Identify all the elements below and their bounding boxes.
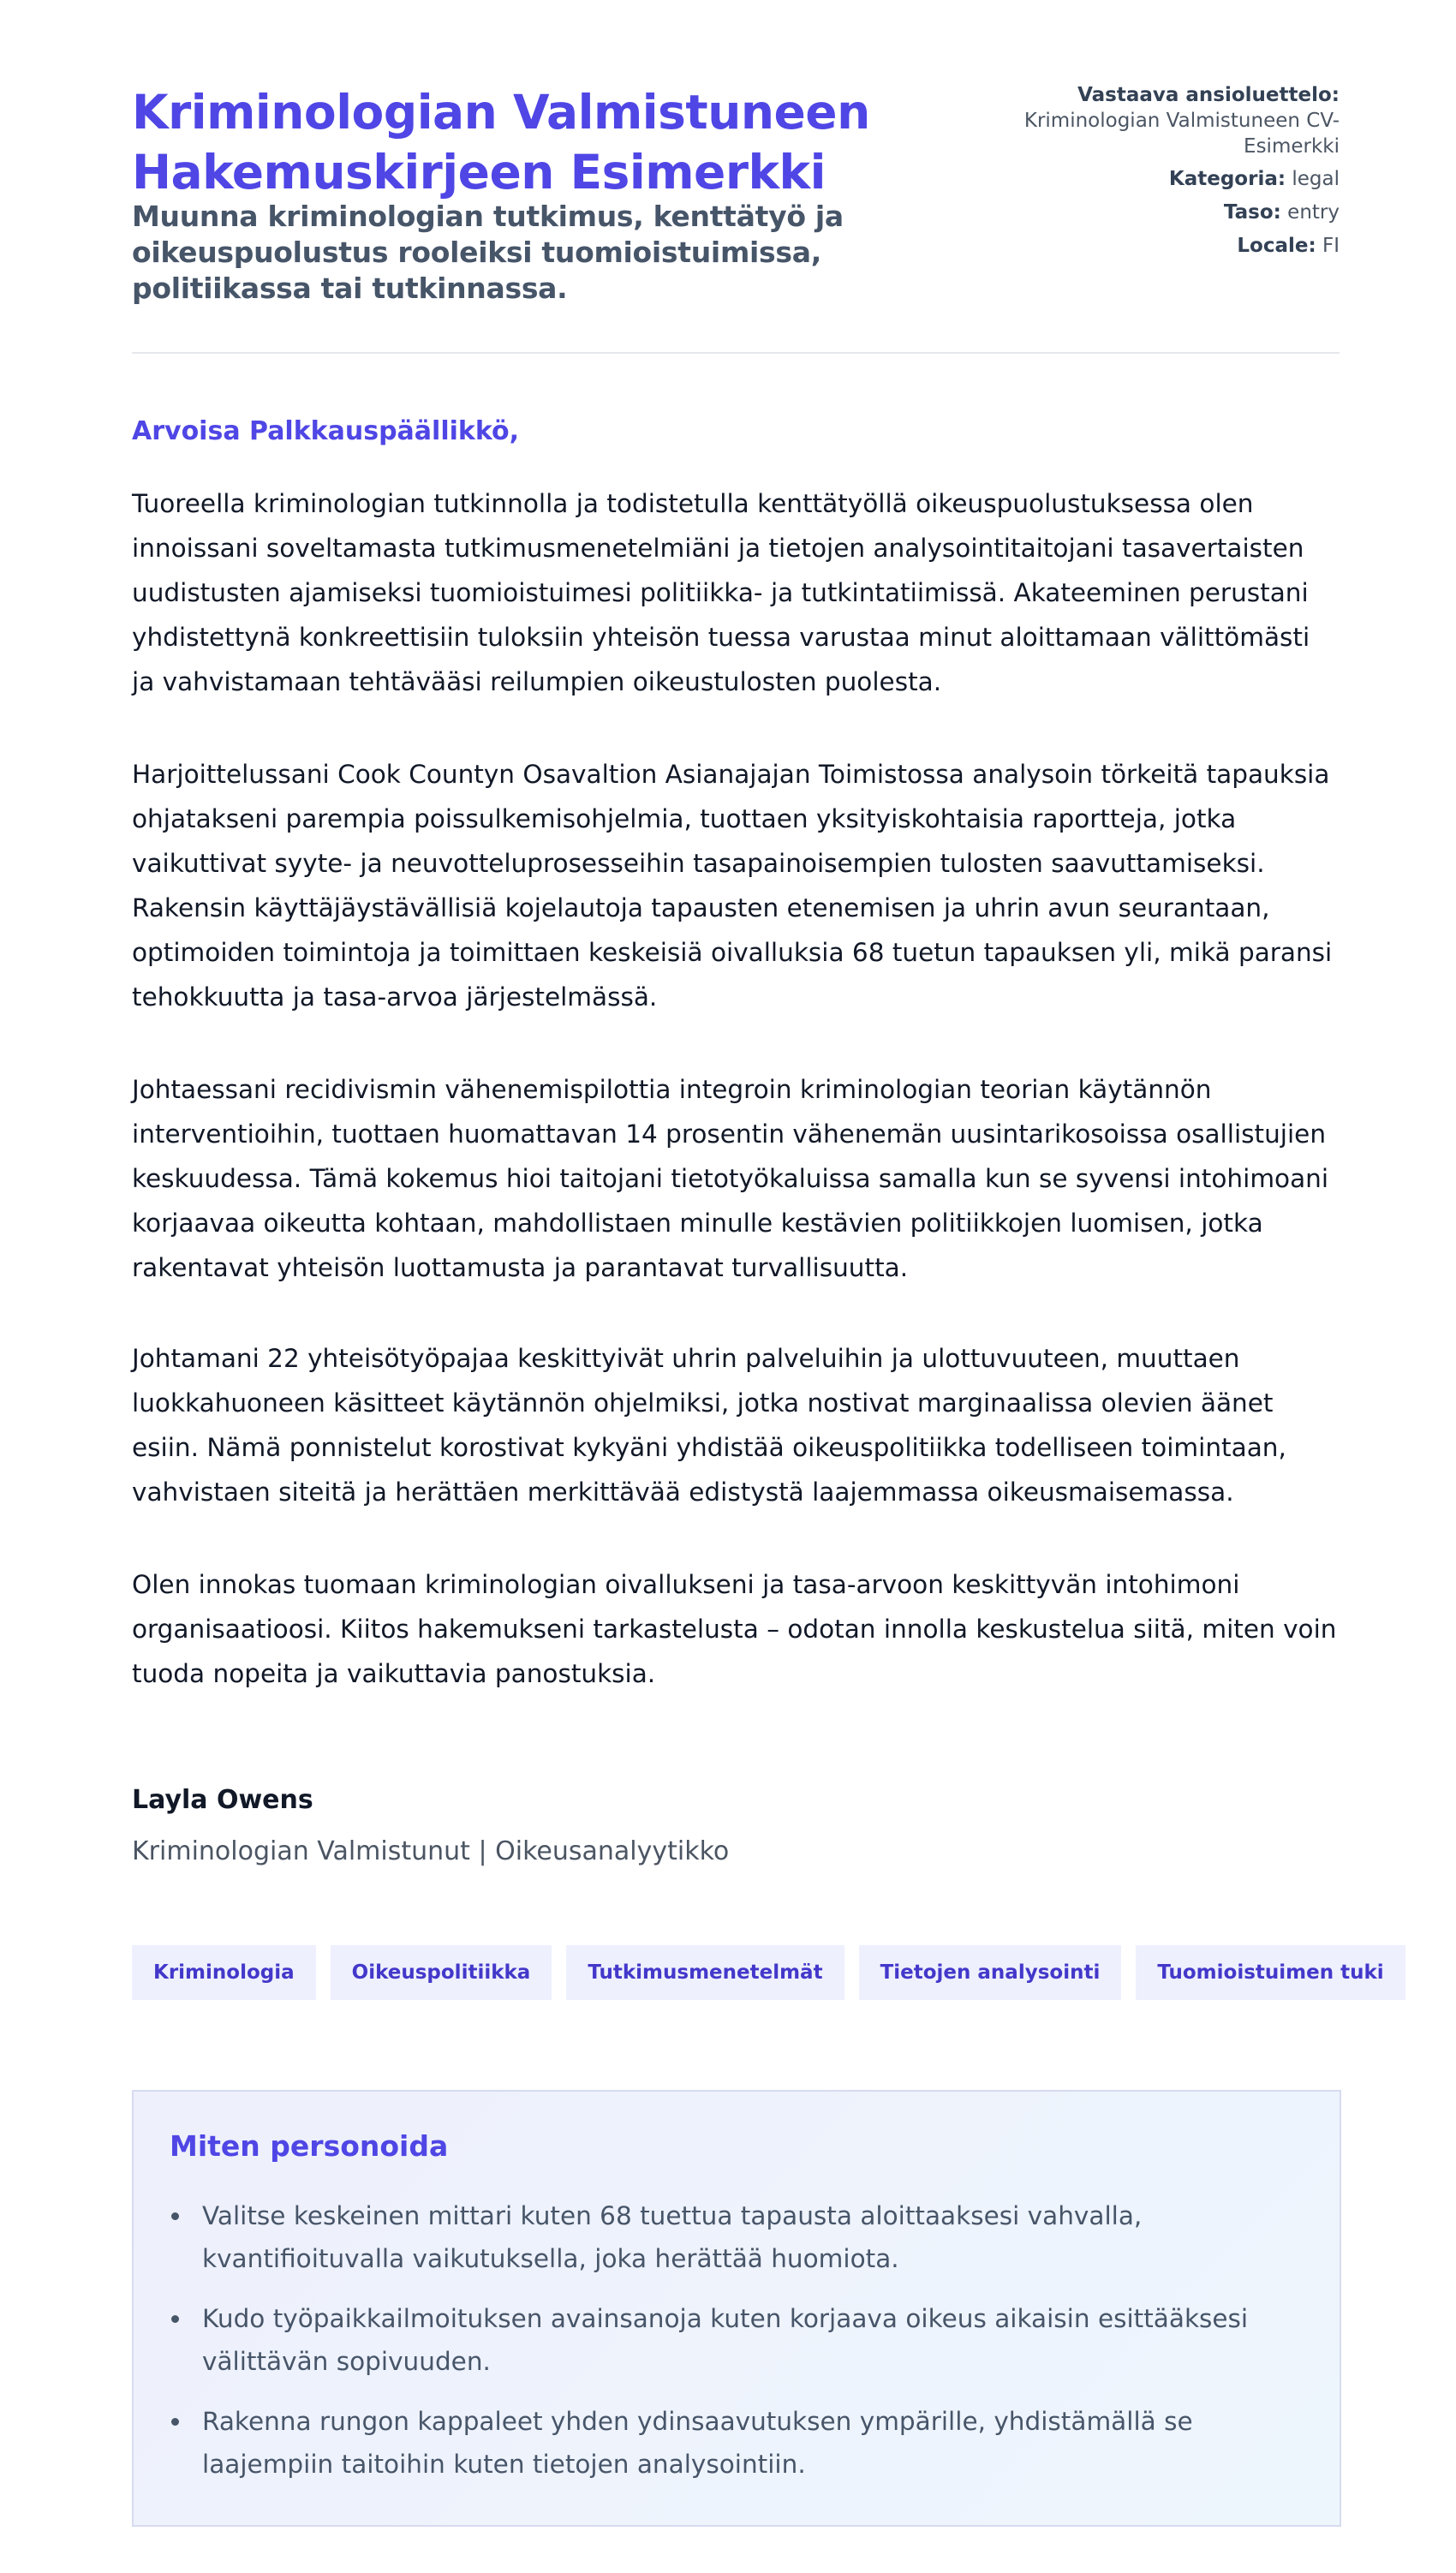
meta-level-value: entry: [1287, 201, 1340, 224]
meta-locale-label: Locale:: [1237, 235, 1316, 257]
skill-tag[interactable]: Tuomioistuimen tuki: [1136, 1945, 1405, 2000]
tip-text: Kudo työpaikkailmoituksen avainsanoja kuten korjaava oikeus aikaisin esittääksesi välittävän sopivuuden.: [202, 2304, 1249, 2376]
tip-text: Valitse keskeinen mittari kuten 68 tuettua tapausta aloittaaksesi vahvalla, kvantifioituvalla vaikutuksella, joka herättää huomiota.: [202, 2201, 1143, 2273]
signature-name: Layla Owens: [132, 1785, 313, 1815]
meta-locale: [997, 233, 1340, 259]
tip-item: [170, 2297, 1300, 2383]
letter-paragraph: Johtaessani recidivismin vähenemispilottia integroin kriminologian teorian käytännön interventioihin, tuottaen huomattavan 14 prosentin vähenemän uusintarikosoissa osallistujien keskuudessa. Tämä kokemus hioi taitojani tietotyökaluissa samalla kun se syvensi intohimoani korjaavaa oikeutta kohtaan, mahdollistaen minulle kestävien politiikkojen luomisen, jotka rakentavat yhteisön luottamusta ja parantavat turvallisuutta.: [132, 1075, 1329, 1282]
skill-tags: [132, 1945, 1405, 2000]
bullet-icon: [171, 2418, 179, 2426]
meta-panel: [997, 82, 1340, 266]
tip-item: [170, 2400, 1300, 2486]
page-title: Kriminologian Valmistuneen Hakemuskirjeen Esimerkki: [132, 85, 870, 200]
meta-locale-value: FI: [1322, 235, 1340, 257]
meta-level: [997, 200, 1340, 225]
meta-resume-value[interactable]: Kriminologian Valmistuneen CV-Esimerkki: [1023, 110, 1340, 158]
letter-paragraph: Olen innokas tuomaan kriminologian oivallukseni ja tasa-arvoon keskittyvän intohimoni organisaatioosi. Kiitos hakemukseni tarkastelusta – odotan innolla keskustelua siitä, miten voin tuoda nopeita ja vaikuttavia panostuksia.: [132, 1570, 1337, 1688]
skill-tag[interactable]: Tietojen analysointi: [859, 1945, 1122, 2000]
tip-item: [170, 2194, 1300, 2280]
letter-paragraph: Johtamani 22 yhteisötyöpajaa keskittyivät uhrin palveluihin ja ulottuvuuteen, muuttaen luokkahuoneen käsitteet käytännön ohjelmiksi, jotka nostivat marginaalissa olevien äänet esiin. Nämä ponnistelut korostivat kykyäni yhdistää oikeuspolitiikka todelliseen toimintaan, vahvistaen siteitä ja herättäen merkittävää edistystä laajemmassa oikeusmaisemassa.: [132, 1344, 1286, 1507]
letter-greeting: Arvoisa Palkkauspäällikkö,: [132, 416, 519, 446]
skill-tag[interactable]: Kriminologia: [132, 1945, 316, 2000]
tips-list: [170, 2194, 1300, 2503]
bullet-icon: [171, 2212, 179, 2220]
meta-category-label: Kategoria:: [1168, 168, 1286, 190]
header-divider: [132, 352, 1340, 354]
tips-title: Miten personoida: [170, 2129, 449, 2163]
skill-tag[interactable]: Tutkimusmenetelmät: [566, 1945, 844, 2000]
skill-tag[interactable]: Oikeuspolitiikka: [331, 1945, 552, 2000]
personalization-tips-box: [132, 2090, 1341, 2527]
letter-paragraph: Tuoreella kriminologian tutkinnolla ja todistetulla kenttätyöllä oikeuspuolustuksessa olen innoissani soveltamasta tutkimusmenetelmiäni ja tietojen analysointitaitojani tasavertaisten uudistusten ajamiseksi tuomioistuimesi politiikka- ja tutkintatiimissä. Akateeminen perustani yhdistettynä konkreettisiin tuloksiin yhteisön tuessa varustaa minut aloittamaan välittömästi ja vahvistamaan tehtävääsi reilumpien oikeustulosten puolesta.: [132, 489, 1310, 696]
letter-paragraph: Harjoittelussani Cook Countyn Osavaltion Asianajajan Toimistossa analysoin törkeitä tapauksia ohjatakseni parempia poissulkemisohjelmia, tuottaen yksityiskohtaisia raportteja, jotka vaikuttivat syyte- ja neuvotteluprosesseihin tasapainoisempien tulosten saavuttamiseksi. Rakensin käyttäjäystävällisiä kojelautoja tapausten etenemisen ja uhrin avun seurantaan, optimoiden toimintoja ja toimittaen keskeisiä oivalluksia 68 tuetun tapauksen yli, mikä paransi tehokkuutta ja tasa-arvoa järjestelmässä.: [132, 760, 1333, 1012]
meta-level-label: Taso:: [1223, 201, 1281, 224]
page-subtitle: Muunna kriminologian tutkimus, kenttätyö ja oikeuspuolustus rooleiksi tuomioistuimissa, politiikassa tai tutkinnassa.: [132, 200, 844, 305]
meta-resume-label: Vastaava ansioluettelo:: [1077, 84, 1340, 106]
bullet-icon: [171, 2315, 179, 2323]
meta-resume: [997, 82, 1340, 159]
tip-text: Rakenna rungon kappaleet yhden ydinsaavutuksen ympärille, yhdistämällä se laajempiin taitoihin kuten tietojen analysointiin.: [202, 2407, 1193, 2479]
meta-category: [997, 166, 1340, 192]
signature-role: Kriminologian Valmistunut | Oikeusanalyytikko: [132, 1836, 730, 1866]
meta-category-value: legal: [1292, 168, 1340, 190]
